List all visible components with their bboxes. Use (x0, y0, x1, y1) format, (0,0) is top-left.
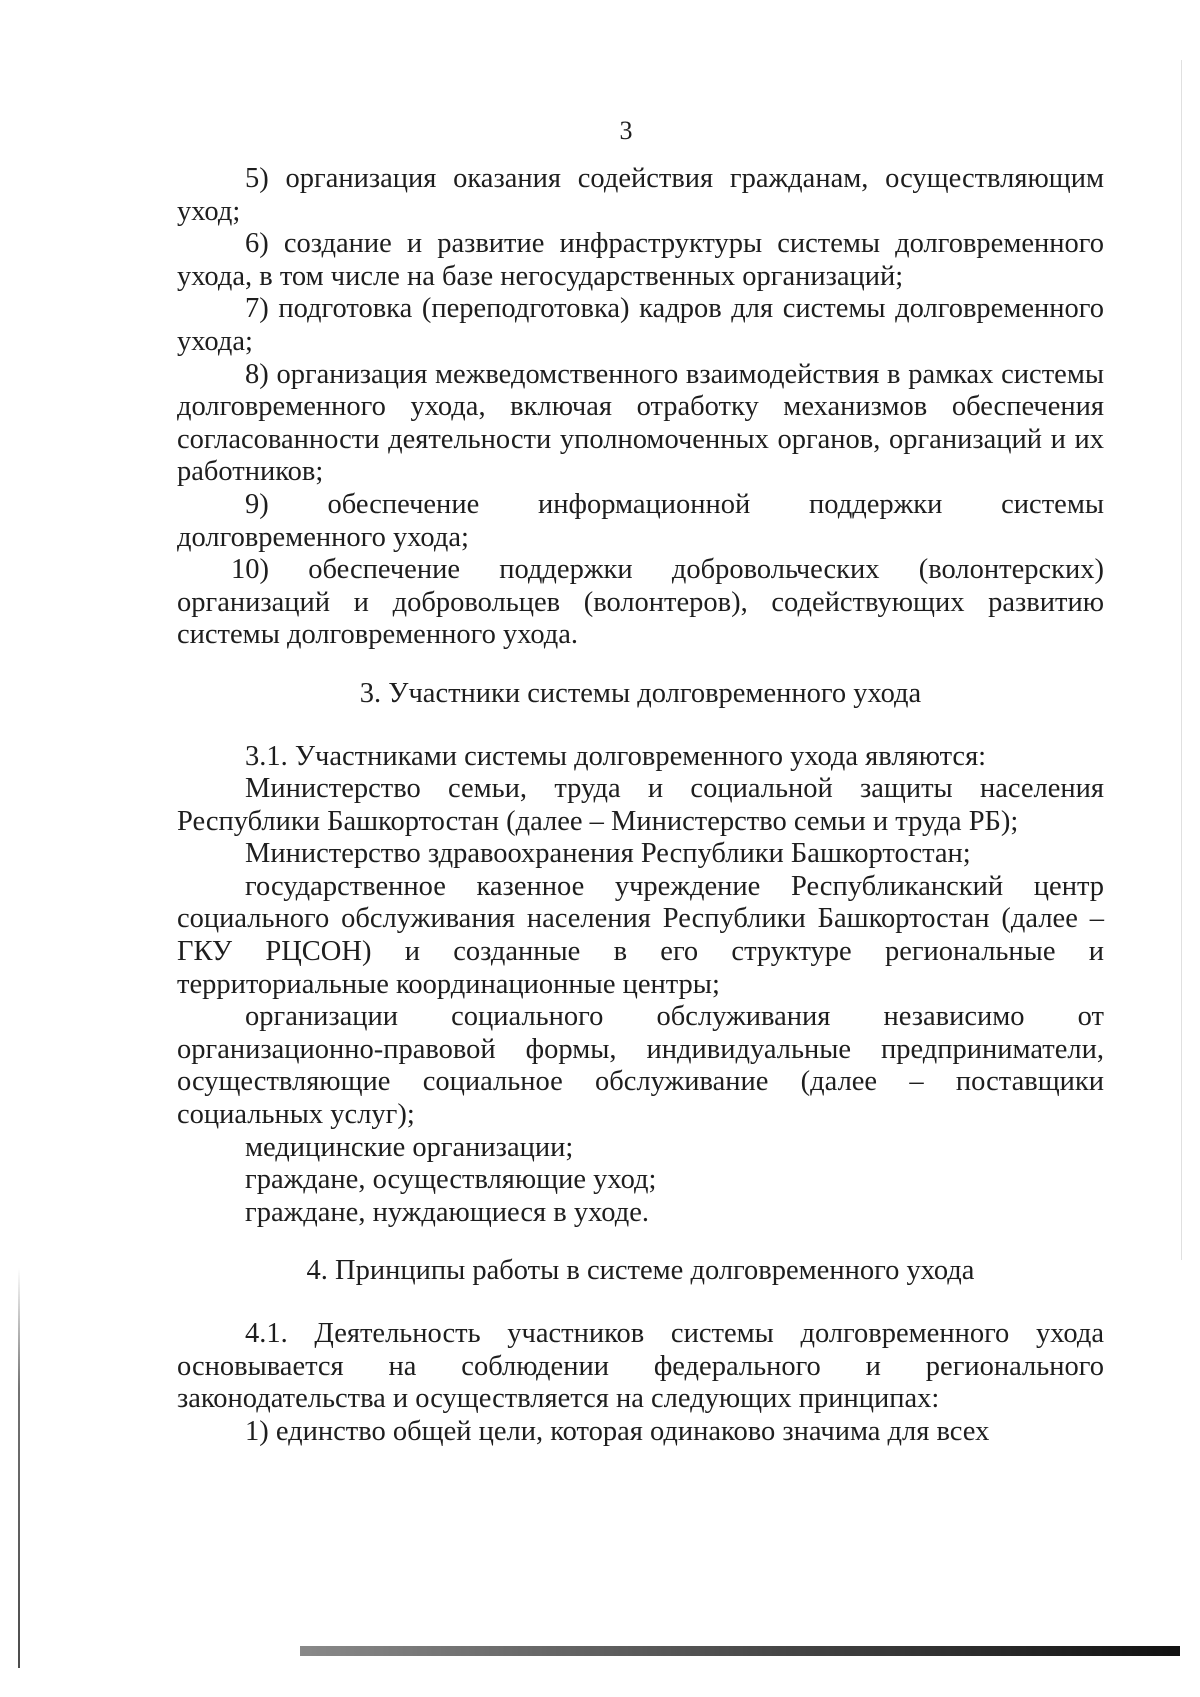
section-3-paragraph: Министерство семьи, труда и социальной защиты населения Республики Башкортостан (далее – Министерство семьи и труда РБ); (177, 773, 1104, 837)
section-3-paragraph: Министерство здравоохранения Республики Башкортостан; (245, 838, 971, 870)
list-item-5: 5) организация оказания содействия гражданам, осуществляющим уход; (177, 163, 1104, 227)
section-4-paragraph: 4.1. Деятельность участников системы долговременного ухода основывается на соблюдении федерального и регионального законодательства и осуществляется на следующих принципах: (177, 1318, 1104, 1415)
list-item-6: 6) создание и развитие инфраструктуры системы долговременного ухода, в том числе на базе негосударственных организаций; (177, 228, 1104, 292)
section-3-paragraph: организации социального обслуживания независимо от организационно-правовой формы, индивидуальные предприниматели, осуществляющие социальное обслуживание (далее – поставщики социальных услуг); (177, 1001, 1104, 1131)
scan-edge-shadow-right (1181, 60, 1182, 1260)
section-3-paragraph: медицинские организации; (245, 1131, 574, 1163)
scan-edge-shadow-left (18, 1268, 20, 1668)
document-body (177, 163, 1104, 1448)
section-3-paragraph: государственное казенное учреждение Республиканский центр социального обслуживания населения Республики Башкортостан (далее – ГКУ РЦСОН) и созданные в его структуре региональные и территориальные координационные центры; (177, 870, 1104, 1000)
section-3-paragraph: граждане, нуждающиеся в уходе. (245, 1196, 649, 1228)
section-3-paragraph: граждане, осуществляющие уход; (245, 1164, 657, 1196)
list-item-7: 7) подготовка (переподготовка) кадров для системы долговременного ухода; (177, 293, 1104, 357)
section-3-heading: 3. Участники системы долговременного ухода (359, 677, 922, 709)
section-3-paragraph: 3.1. Участниками системы долговременного ухода являются: (245, 740, 987, 772)
list-item-9: 9) обеспечение информационной поддержки системы долговременного ухода; (177, 488, 1104, 553)
page-number: 3 (619, 116, 633, 145)
list-item-10: 10) обеспечение поддержки добровольческих (волонтерских) организаций и добровольцев (волонтеров), содействующих развитию системы долговременного ухода. (177, 554, 1104, 651)
section-4-heading: 4. Принципы работы в системе долговременного ухода (306, 1255, 975, 1287)
scan-bottom-shadow (300, 1646, 1180, 1656)
section-4-paragraph: 1) единство общей цели, которая одинаково значима для всех (245, 1415, 990, 1447)
list-item-8: 8) организация межведомственного взаимодействия в рамках системы долговременного ухода, включая отработку механизмов обеспечения согласованности деятельности уполномоченных органов, организаций и их работников; (177, 358, 1104, 488)
